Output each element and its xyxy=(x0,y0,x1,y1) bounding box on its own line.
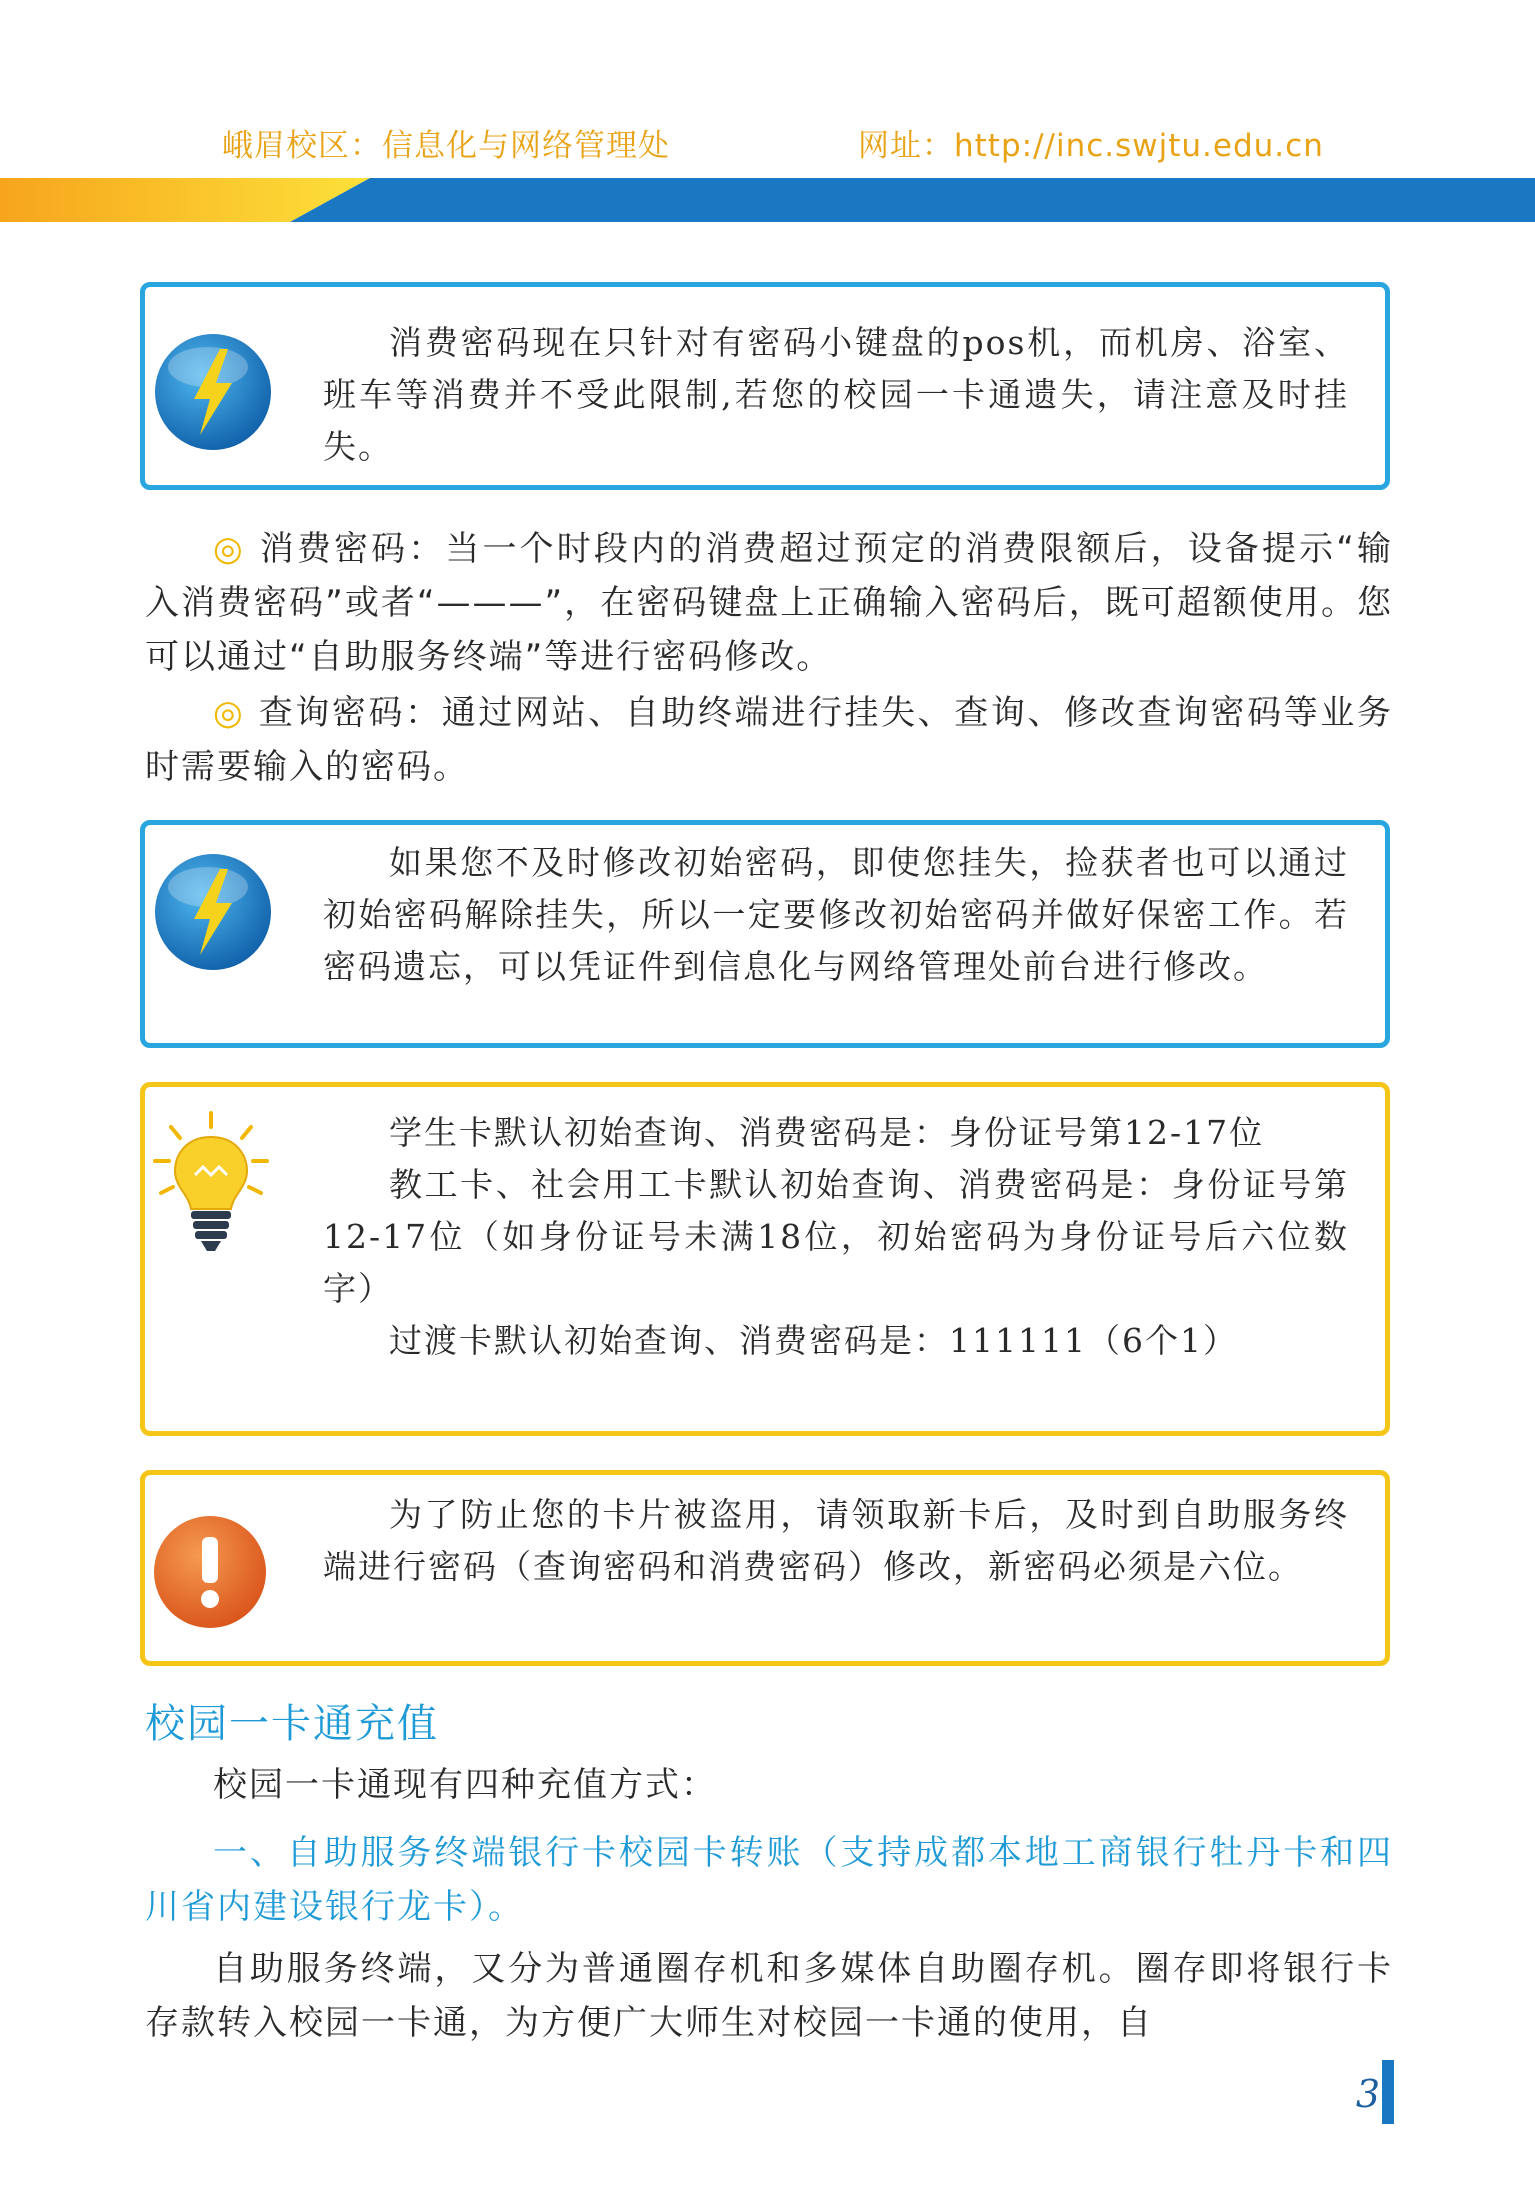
paragraph-text: 消费密码：当一个时段内的消费超过预定的消费限额后，设备提示“输入消费密码”或者“———”，在密码键盘上正确输入密码后，既可超额使用。您可以通过“自助服务终端”等进行密码修改。 xyxy=(145,529,1394,677)
paragraph-text: 查询密码：通过网站、自助终端进行挂失、查询、修改查询密码等业务时需要输入的密码。 xyxy=(145,693,1393,787)
website-label: 网址：http://inc.swjtu.edu.cn xyxy=(858,128,1324,164)
note-paragraph: 如果您不及时修改初始密码，即使您挂失，捡获者也可以通过初始密码解除挂失，所以一定要修改初始密码并做好保密工作。若密码遗忘，可以凭证件到信息化与网络管理处前台进行修改。 xyxy=(323,843,1349,986)
note-text xyxy=(323,1489,1349,1593)
note-text xyxy=(323,1107,1349,1367)
page-header xyxy=(0,120,1535,164)
note-item: 学生卡默认初始查询、消费密码是：身份证号第12-17位 xyxy=(389,1113,1265,1152)
lightning-icon xyxy=(148,847,278,977)
note-text xyxy=(323,837,1349,993)
circle-bullet-icon: ◎ xyxy=(213,529,246,569)
note-item: 过渡卡默认初始查询、消费密码是：111111（6个1） xyxy=(389,1321,1238,1360)
exclamation-icon xyxy=(145,1507,275,1637)
recharge-method-1-description: 自助服务终端，又分为普通圈存机和多媒体自助圈存机。圈存即将银行卡存款转入校园一卡通，为方便广大师生对校园一卡通的使用，自 xyxy=(145,1949,1393,2043)
page-number: 3 xyxy=(1355,2072,1380,2116)
page-number-bar xyxy=(1382,2060,1394,2124)
consumption-password-paragraph xyxy=(145,522,1393,684)
recharge-intro: 校园一卡通现有四种充值方式： xyxy=(213,1765,717,1805)
note-change-password-new-card xyxy=(140,1470,1390,1666)
note-change-initial-password xyxy=(140,820,1390,1048)
lightbulb-icon xyxy=(151,1109,271,1259)
note-consumption-password-scope xyxy=(140,282,1390,490)
note-paragraph: 为了防止您的卡片被盗用，请领取新卡后，及时到自助服务终端进行密码（查询密码和消费密码）修改，新密码必须是六位。 xyxy=(323,1495,1349,1586)
query-password-paragraph xyxy=(145,686,1393,794)
header-band xyxy=(0,178,1535,222)
recharge-method-1: 一、自助服务终端银行卡校园卡转账（支持成都本地工商银行牡丹卡和四川省内建设银行龙卡）。 xyxy=(145,1833,1393,1927)
lightning-icon xyxy=(148,327,278,457)
section-title: 校园一卡通充值 xyxy=(145,1701,439,1747)
note-paragraph: 消费密码现在只针对有密码小键盘的pos机，而机房、浴室、班车等消费并不受此限制,若您的校园一卡通遗失，请注意及时挂失。 xyxy=(323,323,1349,466)
note-text xyxy=(323,317,1349,473)
circle-bullet-icon: ◎ xyxy=(213,693,246,733)
note-item: 教工卡、社会用工卡默认初始查询、消费密码是：身份证号第12-17位（如身份证号未满18位，初始密码为身份证号后六位数字） xyxy=(323,1165,1349,1308)
campus-label: 峨眉校区：信息化与网络管理处 xyxy=(222,128,670,164)
note-default-passwords xyxy=(140,1082,1390,1436)
